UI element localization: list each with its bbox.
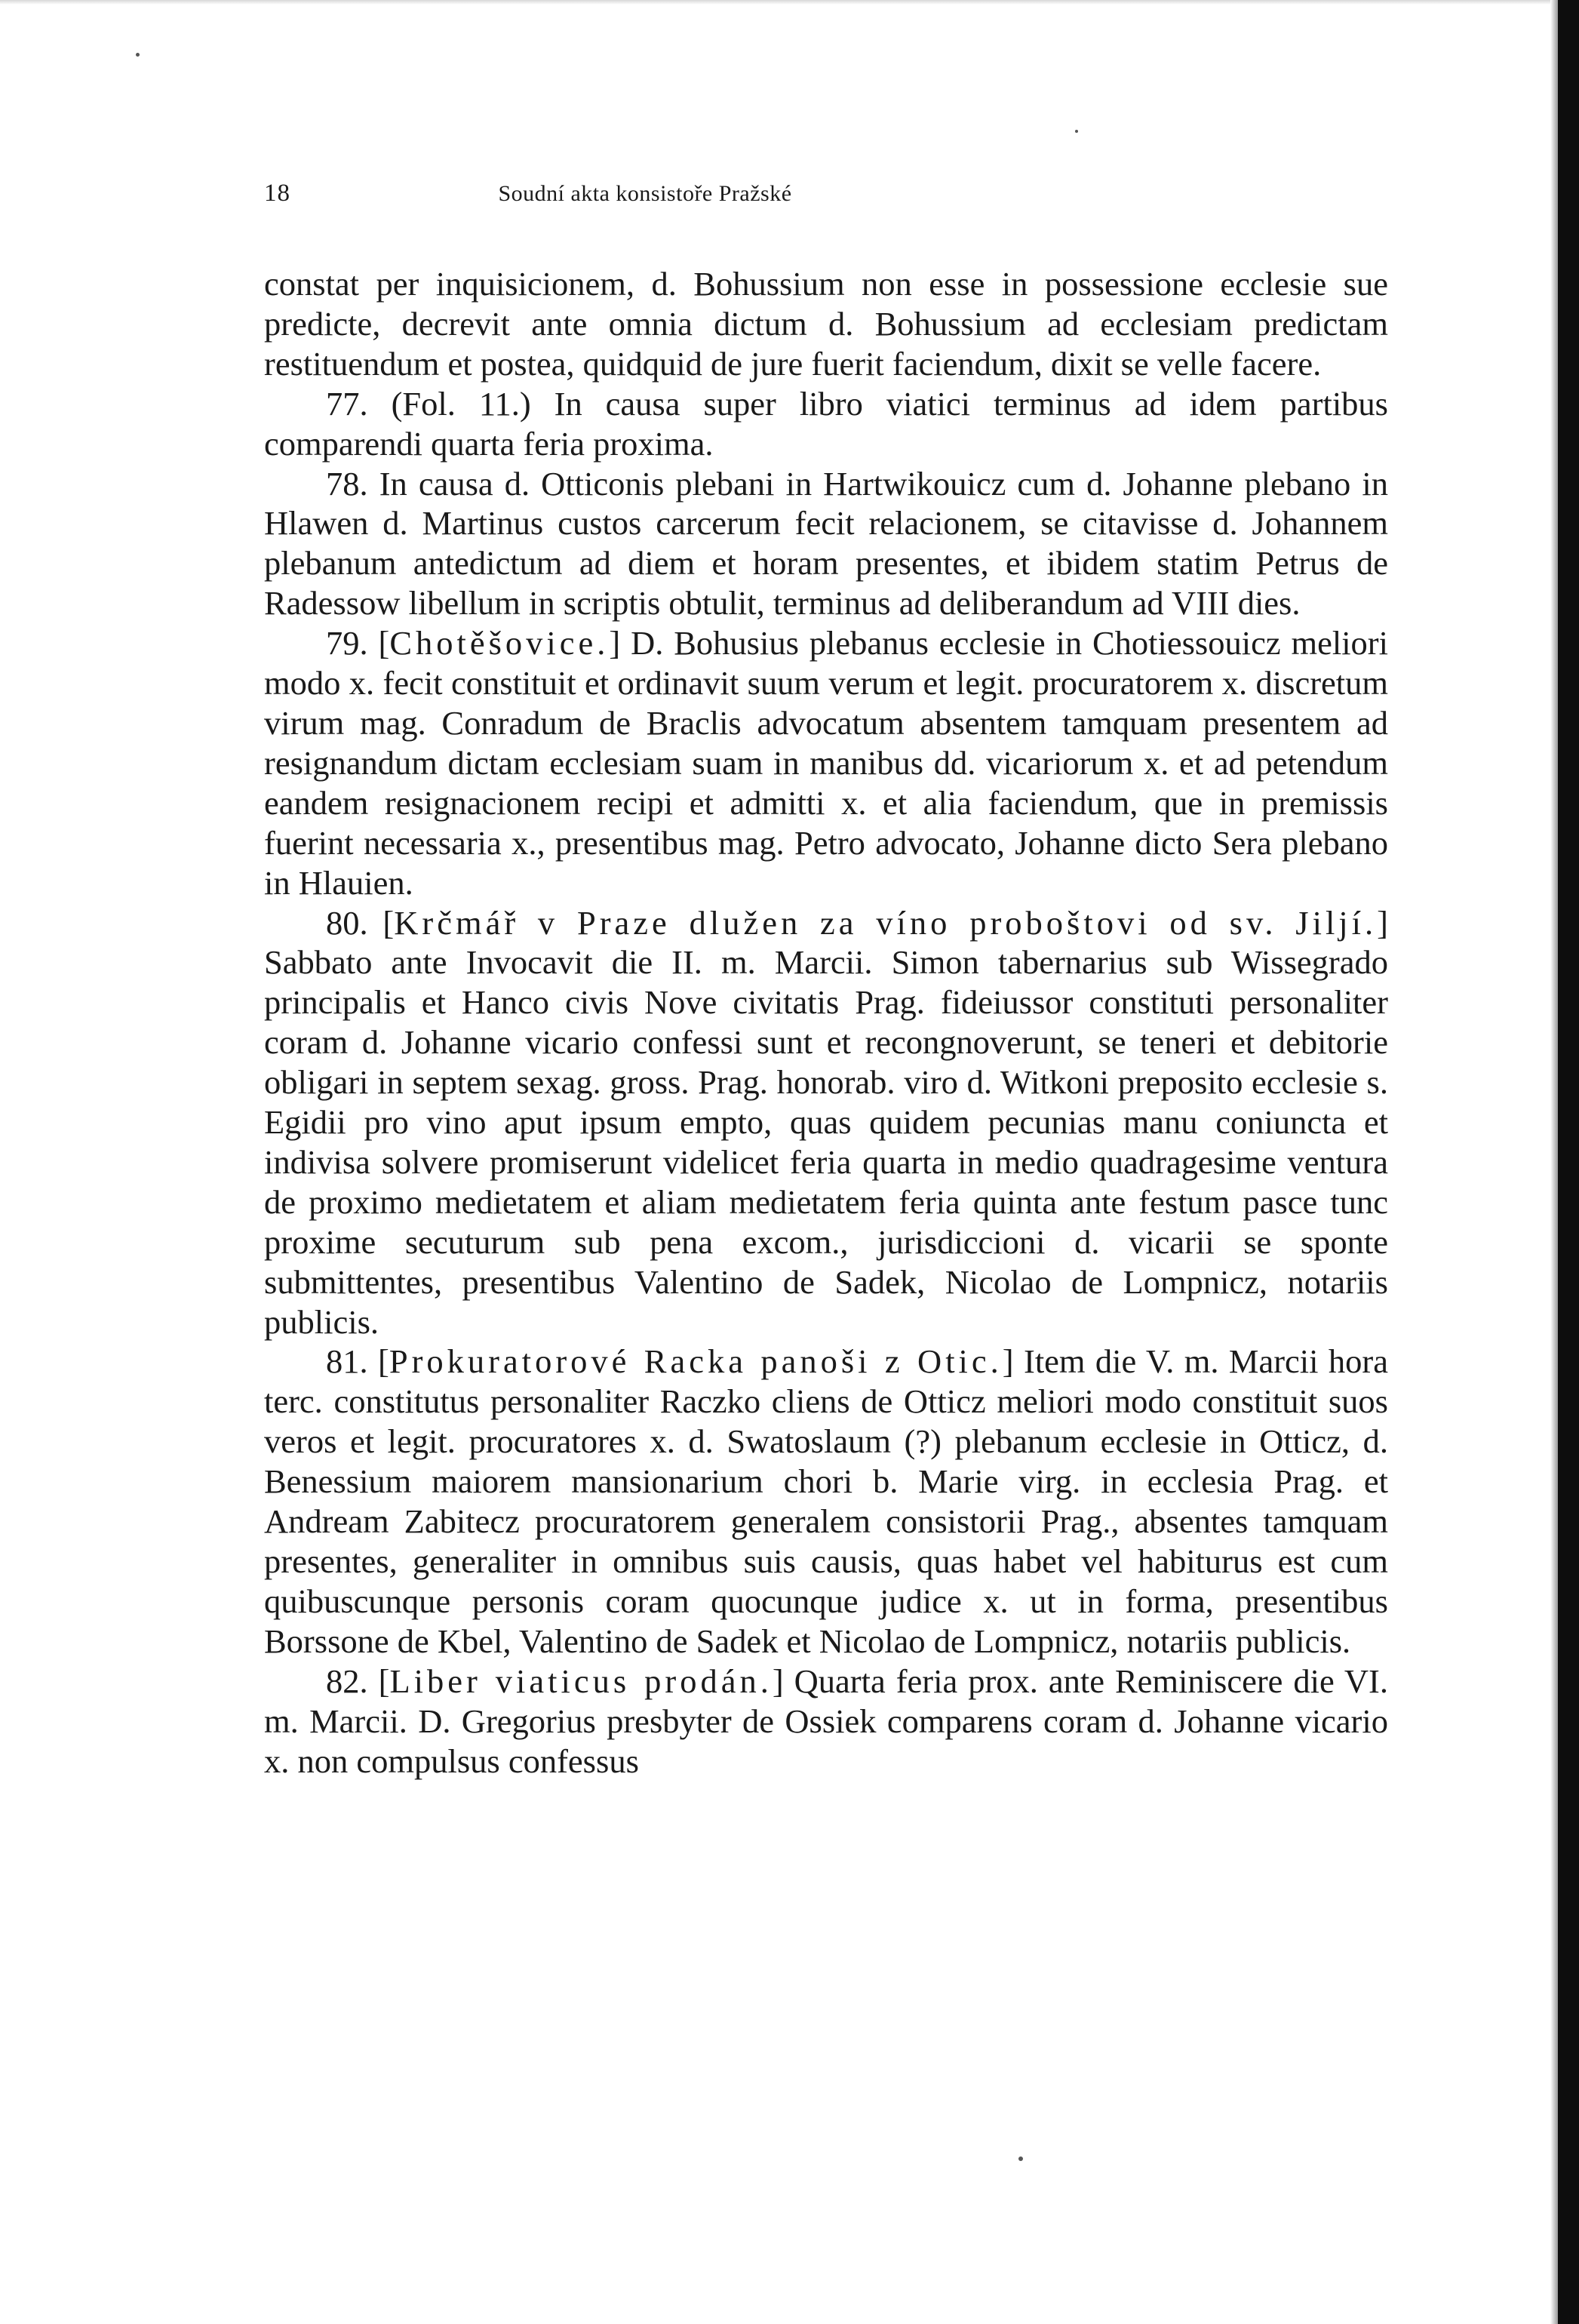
paragraph-text: 80. [ [326,903,395,942]
paragraph-text: ] Sabbato ante Invocavit die II. m. Marcii. Simon tabernarius sub Wissegrado principalis et Hanco civis Nove civitatis Prag. fideiussor constituti personaliter coram d. Johanne vicario confessi sunt et recongnoverunt, se teneri et debitorie obligari in septem sexag. gross. Prag. honorab. viro d. Witkoni preposito ecclesie s. Egidii pro vino aput ipsum empto, quas quidem pecunias manu coniuncta et indivisa solvere promiserunt videlicet feria quarta in medio quadragesime ventura de proximo medietatem et aliam medietatem feria quinta ante festum pasce tunc proxime secuturum sub pena excom., jurisdiccioni d. vicarii se sponte submittentes, presentibus Valentino de Sadek, Nicolao de Lompnicz, notariis publicis. [264,903,1388,1341]
scan-edge-top [0,0,1579,5]
running-head [264,180,1026,217]
paragraph [264,1342,1388,1661]
scan-speck [1018,2156,1023,2161]
paragraph [264,264,1388,384]
paragraph-text: 78. In causa d. Otticonis plebani in Hartwikouicz cum d. Johanne plebano in Hlawen d. Martinus custos carcerum fecit relacionem, se citavisse d. Johannem plebanum antedictum ad diem et horam presentes, et ibidem statim Petrus de Radessow libellum in scriptis obtulit, terminus ad deliberandum ad VIII dies. [264,464,1388,622]
paragraph-text: ] Item die V. m. Marcii hora terc. constitutus personaliter Raczko cliens de Otticz meliori modo constituit suos veros et legit. procuratores x. d. Swatoslaum (?) plebanum ecclesie in Otticz, d. Benessium maiorem mansionarium chori b. Marie virg. in ecclesia Prag. et Andream Zabitecz procuratorem generalem consistorii Prag., absentes tamquam presentes, generaliter in omnibus suis causis, quas habet vel habiturus est cum quibuscunque personis coram quocunque judice x. ut in forma, presentibus Borssone de Kbel, Valentino de Sadek et Nicolao de Lompnicz, notariis publicis. [264,1342,1388,1660]
paragraph-text: ] Quarta feria prox. ante Reminiscere die VI. m. Marcii. D. Gregorius presbyter de Ossiek comparens coram d. Johanne vicario x. non compulsus confessus [264,1662,1388,1780]
scan-speck [1075,130,1078,133]
paragraph-text: 77. (Fol. 11.) In causa super libro viatici terminus ad idem partibus comparendi quarta feria proxima. [264,384,1388,463]
paragraph-text: ] D. Bohusius plebanus ecclesie in Chotiessouicz meliori modo x. fecit constituit et ordinavit suum verum et legit. procuratorem x. discretum virum mag. Conradum de Braclis advocatum absentem tamquam presentem ad resignandum dictam ecclesiam suam in manibus dd. vicariorum x. et ad petendum eandem resignacionem recipi et admitti x. et alia faciendum, que in premissis fuerint necessaria x., presentibus mag. Petro advocato, Johanne dicto Sera plebano in Hlauien. [264,624,1388,902]
paragraph [264,623,1388,902]
paragraph [264,903,1388,1342]
paragraph-text: 79. [ [326,624,390,662]
scan-edge-right [1558,0,1579,2324]
scan-speck [136,53,140,57]
body-text [264,264,1388,1781]
entry-heading: Krčmář v Praze dlužen za víno proboštovi od sv. Jiljí. [394,903,1378,942]
paragraph-text: 81. [ [326,1342,389,1381]
page-number: 18 [264,180,290,207]
entry-heading: Chotěšovice. [389,624,610,662]
entry-heading: Prokuratorové Racka panoši z Otic. [389,1342,1003,1381]
running-title: Soudní akta konsistoře Pražské [498,181,792,206]
paragraph [264,464,1388,624]
scan-edge-shade [1550,0,1558,2324]
paragraph [264,1662,1388,1781]
paragraph-text: constat per inquisicionem, d. Bohussium non esse in possessione ecclesie sue predicte, decrevit ante omnia dictum d. Bohussium ad ecclesiam predictam restituendum et postea, quidquid de jure fuerit faciendum, dixit se velle facere. [264,265,1388,383]
paragraph [264,384,1388,464]
entry-heading: Liber viaticus prodán. [389,1662,773,1700]
paragraph-text: 82. [ [326,1662,390,1700]
